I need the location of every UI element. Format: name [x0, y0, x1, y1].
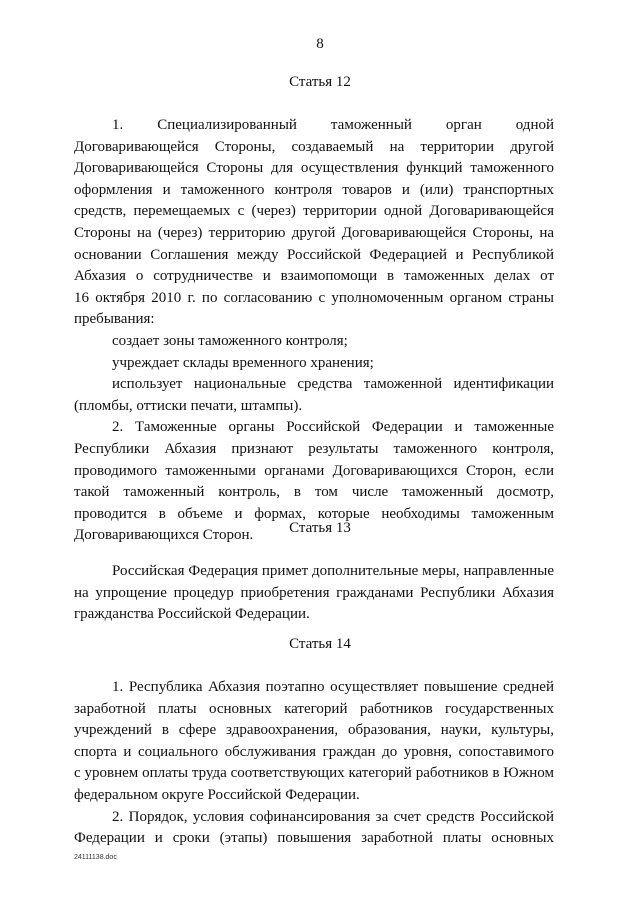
page-number: 8	[316, 36, 324, 52]
text-line: пребывания:	[74, 311, 155, 328]
text-line: заработной платы основных категорий работников государственных	[74, 700, 554, 717]
article-13-title: Статья 13	[289, 520, 351, 536]
text-line: учреждений в сфере здравоохранения, образования, науки, культуры,	[74, 722, 554, 739]
text-line: проводится в объеме и формах, которые необходимы таможенным	[74, 505, 554, 522]
text-line: (пломбы, оттиски печати, штампы).	[74, 397, 303, 414]
text-line: 16 октября 2010 г. по согласованию с уполномоченным органом страны	[74, 289, 554, 306]
text-line: учреждает склады временного хранения;	[112, 354, 374, 371]
text-line: 2. Порядок, условия софинансирования за счет средств Российской	[112, 808, 554, 825]
text-line: 1. Республика Абхазия поэтапно осуществляет повышение средней	[112, 679, 554, 695]
text-line: Федерации и сроки (этапы) повышения заработной платы основных	[74, 830, 554, 847]
text-line: федеральном округе Российской Федерации.	[74, 786, 360, 803]
article-14-title: Статья 14	[289, 636, 351, 652]
text-line: оформления и таможенного контроля товаров и (или) транспортных	[74, 181, 554, 198]
text-line: основании Соглашения между Российской Федерацией и Республикой	[74, 246, 554, 263]
text-line: проводимого таможенными органами Договаривающихся Сторон, если	[74, 462, 554, 479]
text-line: такой таможенный контроль, в том числе таможенный досмотр,	[74, 484, 554, 501]
text-line: Договаривающихся Сторон.	[74, 527, 254, 544]
file-name-footer: 24111138.doc	[74, 854, 117, 861]
text-line: спорта и социального обслуживания граждан до уровня, сопоставимого	[74, 743, 554, 760]
text-line: средств, перемещаемых с (через) территории одной Договаривающейся	[74, 203, 554, 220]
text-line: Республики Абхазия признают результаты таможенного контроля,	[74, 440, 554, 457]
article-12-title: Статья 12	[289, 74, 351, 90]
text-line: с уровнем оплаты труда соответствующих категорий работников в Южном	[74, 765, 554, 782]
text-line: гражданства Российской Федерации.	[74, 606, 310, 623]
text-line: 1. Специализированный таможенный орган одной	[112, 117, 554, 133]
article-14-body	[74, 677, 554, 850]
text-line: на упрощение процедур приобретения гражданами Республики Абхазия	[74, 584, 554, 601]
text-line: Договаривающейся Стороны, создаваемый на территории другой	[74, 138, 554, 155]
text-line: Договаривающейся Стороны для осуществления функций таможенного	[74, 160, 554, 177]
article-13-body	[74, 561, 554, 626]
article-12-body	[74, 115, 554, 547]
text-line: Абхазия о сотрудничестве и взаимопомощи в таможенных делах от	[74, 268, 554, 285]
text-line: Российская Федерация примет дополнительные меры, направленные	[112, 563, 554, 579]
text-line: использует национальные средства таможенной идентификации	[112, 376, 554, 393]
text-line: создает зоны таможенного контроля;	[112, 332, 348, 349]
text-line: 2. Таможенные органы Российской Федерации и таможенные	[112, 419, 554, 436]
text-line: Стороны на (через) территорию другой Договаривающейся Стороны, на	[74, 224, 554, 241]
